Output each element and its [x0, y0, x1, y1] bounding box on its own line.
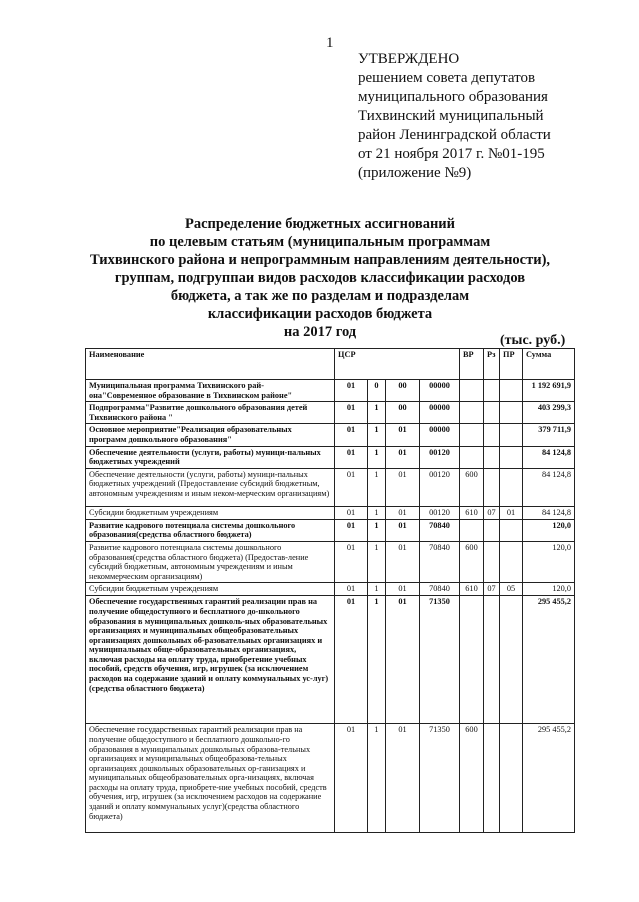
- header-rz: Рз: [484, 349, 500, 380]
- pr-cell: [500, 402, 523, 424]
- csr-program-cell: 01: [335, 596, 368, 724]
- row-name-cell: Основное мероприятие"Реализация образовательных программ дошкольного образования": [86, 424, 335, 446]
- pr-cell: [500, 424, 523, 446]
- title-line: Тихвинского района и непрограммным направлениям деятельности),: [89, 252, 551, 268]
- rz-cell: [484, 446, 500, 468]
- approval-line: муниципального образования: [358, 89, 548, 105]
- csr-subprogram-cell: 1: [368, 468, 386, 506]
- vr-cell: 600: [460, 468, 484, 506]
- csr-subprogram-cell: 1: [368, 446, 386, 468]
- csr-subprogram-cell: 1: [368, 424, 386, 446]
- rz-cell: [484, 596, 500, 724]
- csr-direction-cell: 00120: [420, 446, 460, 468]
- pr-cell: 05: [500, 583, 523, 596]
- csr-direction-cell: 70840: [420, 583, 460, 596]
- rz-cell: [484, 424, 500, 446]
- vr-cell: 610: [460, 506, 484, 519]
- sum-cell: 295 455,2: [523, 596, 575, 724]
- vr-cell: [460, 519, 484, 541]
- csr-direction-cell: 00000: [420, 380, 460, 402]
- csr-subprogram-cell: 1: [368, 596, 386, 724]
- csr-subprogram-cell: 1: [368, 402, 386, 424]
- csr-activity-cell: 00: [386, 380, 420, 402]
- csr-program-cell: 01: [335, 402, 368, 424]
- csr-activity-cell: 01: [386, 596, 420, 724]
- header-vr: ВР: [460, 349, 484, 380]
- rz-cell: [484, 519, 500, 541]
- table-row: [86, 468, 575, 506]
- csr-program-cell: 01: [335, 519, 368, 541]
- csr-direction-cell: 00120: [420, 468, 460, 506]
- csr-subprogram-cell: 1: [368, 583, 386, 596]
- vr-cell: [460, 424, 484, 446]
- csr-subprogram-cell: 1: [368, 724, 386, 833]
- table-row: [86, 541, 575, 582]
- vr-cell: [460, 446, 484, 468]
- document-title: [60, 215, 580, 341]
- approval-block: [358, 50, 551, 183]
- table-row: [86, 724, 575, 833]
- csr-direction-cell: 70840: [420, 541, 460, 582]
- table-row: [86, 583, 575, 596]
- budget-table: [85, 348, 575, 833]
- table-row: [86, 446, 575, 468]
- approval-title: УТВЕРЖДЕНО: [358, 51, 460, 67]
- vr-cell: 600: [460, 541, 484, 582]
- row-name-cell: Развитие кадрового потенциала системы дошкольного образования(средства областного бюджета) (Предостав-ление субсидий бюджетным, автономным учреждениям и иным некоммерческим организациям): [86, 541, 335, 582]
- sum-cell: 84 124,8: [523, 468, 575, 506]
- table-header-row: [86, 349, 575, 380]
- approval-line: от 21 ноября 2017 г. №01-195: [358, 146, 545, 162]
- vr-cell: [460, 380, 484, 402]
- csr-activity-cell: 01: [386, 506, 420, 519]
- vr-cell: [460, 402, 484, 424]
- sum-cell: 295 455,2: [523, 724, 575, 833]
- vr-cell: [460, 596, 484, 724]
- units-label: (тыс. руб.): [500, 333, 566, 348]
- csr-activity-cell: 01: [386, 583, 420, 596]
- rz-cell: [484, 402, 500, 424]
- header-csr: ЦСР: [335, 349, 460, 380]
- row-name-cell: Субсидии бюджетным учреждениям: [86, 583, 335, 596]
- csr-activity-cell: 01: [386, 541, 420, 582]
- csr-program-cell: 01: [335, 724, 368, 833]
- row-name-cell: Обеспечение деятельности (услуги, работы) муници-пальных бюджетных учреждений: [86, 446, 335, 468]
- header-name: Наименование: [86, 349, 335, 380]
- sum-cell: 379 711,9: [523, 424, 575, 446]
- header-pr: ПР: [500, 349, 523, 380]
- table-row: [86, 380, 575, 402]
- csr-activity-cell: 01: [386, 724, 420, 833]
- rz-cell: [484, 724, 500, 833]
- sum-cell: 120,0: [523, 519, 575, 541]
- csr-subprogram-cell: 1: [368, 506, 386, 519]
- csr-activity-cell: 01: [386, 424, 420, 446]
- table-row: [86, 424, 575, 446]
- pr-cell: [500, 468, 523, 506]
- row-name-cell: Обеспечение государственных гарантий реализации прав на получение общедоступного и бесплатного дошкольно-го образования в муниципальных дошкольных образова-тельных организациях и муниципальных общеобразова-тельных организациях дошкольных образовательных ор-ганизациях и муниципальных общеобразовательных орга-низациях, включая расходы на оплату труда, приобрете-ние учебных пособий, средств обучения, игр, игрушек (за исключением расходов на содержание зданий и оплату коммунальных услуг)(средства областного бюджета): [86, 724, 335, 833]
- csr-activity-cell: 01: [386, 519, 420, 541]
- csr-program-cell: 01: [335, 506, 368, 519]
- pr-cell: [500, 519, 523, 541]
- table-row: [86, 506, 575, 519]
- vr-cell: 610: [460, 583, 484, 596]
- sum-cell: 120,0: [523, 583, 575, 596]
- csr-program-cell: 01: [335, 541, 368, 582]
- sum-cell: 1 192 691,9: [523, 380, 575, 402]
- approval-line: (приложение №9): [358, 165, 472, 181]
- header-sum: Сумма: [523, 349, 575, 380]
- csr-direction-cell: 71350: [420, 724, 460, 833]
- csr-activity-cell: 01: [386, 446, 420, 468]
- csr-activity-cell: 00: [386, 402, 420, 424]
- row-name-cell: Обеспечение государственных гарантий реализации прав на получение общедоступного и бесплатного до-школьного образования в муниципальных дошколь-ных образовательных организациях и муниципальных общеобразовательных организациях дошкольных об-разовательных организациях и муниципальных обще-образовательных организациях, включая расходы на оплату труда, приобретение учебных пособий, средств обучения, игр, игрушек (за исключением расходов на содержание зданий и оплату коммунальных ус-луг)(средства областного бюджета): [86, 596, 335, 724]
- sum-cell: 84 124,8: [523, 506, 575, 519]
- row-name-cell: Муниципальная программа Тихвинского рай-она"Современное образование в Тихвинском районе": [86, 380, 335, 402]
- title-line: на 2017 год: [283, 324, 357, 340]
- rz-cell: 07: [484, 506, 500, 519]
- row-name-cell: Развитие кадрового потенциала системы дошкольного образования(средства областного бюджета): [86, 519, 335, 541]
- csr-program-cell: 01: [335, 380, 368, 402]
- csr-program-cell: 01: [335, 583, 368, 596]
- title-line: классификации расходов бюджета: [207, 306, 433, 322]
- rz-cell: [484, 468, 500, 506]
- rz-cell: [484, 380, 500, 402]
- approval-line: Тихвинский муниципальный: [358, 108, 544, 124]
- table-body: [86, 380, 575, 833]
- csr-activity-cell: 01: [386, 468, 420, 506]
- title-line: по целевым статьям (муниципальным программам: [149, 234, 491, 250]
- row-name-cell: Субсидии бюджетным учреждениям: [86, 506, 335, 519]
- rz-cell: [484, 541, 500, 582]
- approval-line: решением совета депутатов: [358, 70, 536, 86]
- pr-cell: [500, 446, 523, 468]
- csr-direction-cell: 70840: [420, 519, 460, 541]
- page-number: 1: [326, 35, 334, 51]
- pr-cell: [500, 541, 523, 582]
- csr-subprogram-cell: 1: [368, 541, 386, 582]
- vr-cell: 600: [460, 724, 484, 833]
- csr-direction-cell: 71350: [420, 596, 460, 724]
- pr-cell: [500, 724, 523, 833]
- row-name-cell: Подпрограмма"Развитие дошкольного образования детей Тихвинского района ": [86, 402, 335, 424]
- csr-program-cell: 01: [335, 468, 368, 506]
- csr-direction-cell: 00000: [420, 424, 460, 446]
- csr-direction-cell: 00000: [420, 402, 460, 424]
- pr-cell: [500, 380, 523, 402]
- sum-cell: 120,0: [523, 541, 575, 582]
- table-row: [86, 519, 575, 541]
- approval-line: район Ленинградской области: [358, 127, 551, 143]
- csr-subprogram-cell: 1: [368, 519, 386, 541]
- table-row: [86, 402, 575, 424]
- csr-direction-cell: 00120: [420, 506, 460, 519]
- sum-cell: 403 299,3: [523, 402, 575, 424]
- table-row: [86, 596, 575, 724]
- csr-program-cell: 01: [335, 424, 368, 446]
- csr-program-cell: 01: [335, 446, 368, 468]
- title-line: группам, подгруппаи видов расходов классификации расходов: [114, 270, 526, 286]
- sum-cell: 84 124,8: [523, 446, 575, 468]
- title-line: Распределение бюджетных ассигнований: [184, 216, 456, 232]
- title-line: бюджета, а так же по разделам и подразделам: [170, 288, 470, 304]
- pr-cell: 01: [500, 506, 523, 519]
- pr-cell: [500, 596, 523, 724]
- rz-cell: 07: [484, 583, 500, 596]
- row-name-cell: Обеспечение деятельности (услуги, работы) муници-пальных бюджетных учреждений (Предоставление субсидий бюджетным, автономным учреждениям и иным неком-мерческим организациям): [86, 468, 335, 506]
- csr-subprogram-cell: 0: [368, 380, 386, 402]
